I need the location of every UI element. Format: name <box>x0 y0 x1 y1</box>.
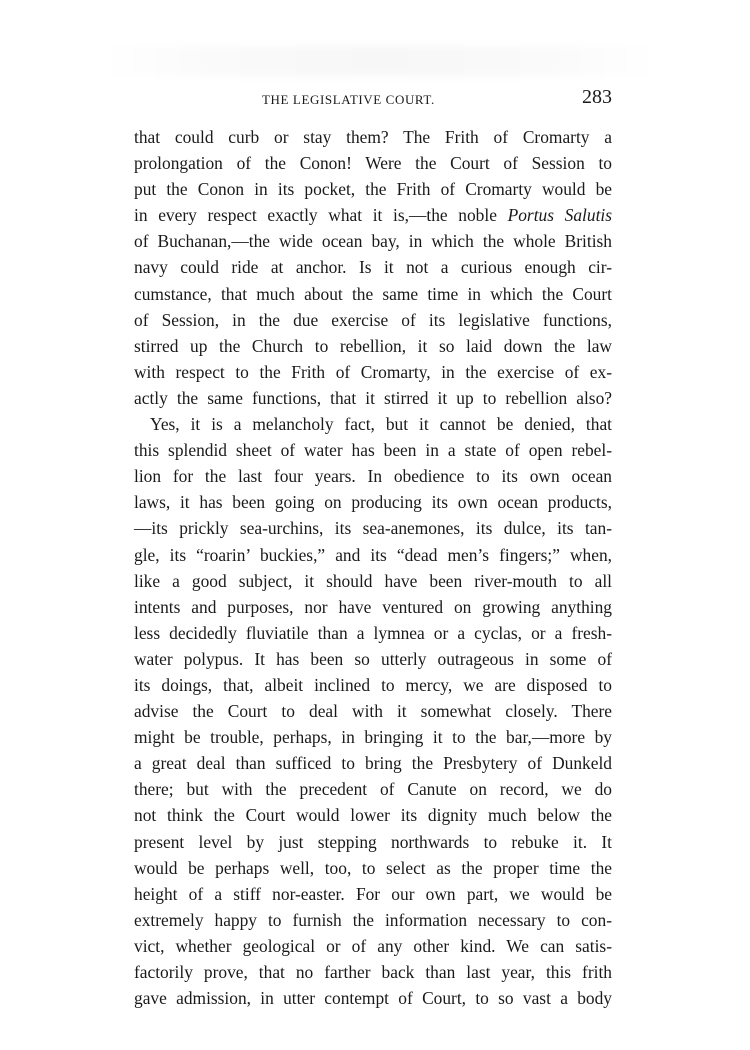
page-number: 283 <box>582 86 612 108</box>
text-line: cumstance, that much about the same time in which the Court <box>134 283 612 304</box>
text-line: laws, it has been going on producing its own ocean products, <box>134 492 612 513</box>
text-line: might be trouble, perhaps, in bringing it to the bar,—more by <box>134 727 612 748</box>
text-line: water polypus. It has been so utterly outrageous in some of <box>134 648 612 669</box>
text-line: vict, whether geological or of any other kind. We can satis- <box>134 935 612 956</box>
text-line: —its prickly sea-urchins, its sea-anemones, its dulce, its tan- <box>134 518 612 539</box>
text-line: present level by just stepping northwards to rebuke it. It <box>134 831 612 852</box>
text-line: its doings, that, albeit inclined to mercy, we are disposed to <box>134 674 612 695</box>
text-line: factorily prove, that no farther back than last year, this frith <box>134 962 612 982</box>
text-line: a great deal than sufficed to bring the Presbytery of Dunkeld <box>134 753 612 774</box>
running-title: THE LEGISLATIVE COURT. <box>262 92 435 107</box>
text-line: would be perhaps well, too, to select as the proper time the <box>134 857 612 878</box>
body-text <box>134 124 612 1011</box>
text-line: there; but with the precedent of Canute on record, we do <box>134 779 612 800</box>
text-line: extremely happy to furnish the information necessary to con- <box>134 909 612 930</box>
text-line: this splendid sheet of water has been in a state of open rebel- <box>134 440 612 461</box>
text-line: of Buchanan,—the wide ocean bay, in which the whole British <box>134 231 612 252</box>
text-line: actly the same functions, that it stirred it up to rebellion also? <box>134 387 612 408</box>
text-line: like a good subject, it should have been river-mouth to all <box>134 570 612 591</box>
text-line: gave admission, in utter contempt of Court, to so vast a body <box>134 988 612 1009</box>
text-line: that could curb or stay them? The Frith of Cromarty a <box>134 127 612 147</box>
text-segment: in every respect exactly what it is,—the noble <box>134 205 508 226</box>
text-line: less decidedly fluviatile than a lymnea or a cyclas, or a fresh- <box>134 622 612 643</box>
text-line: put the Conon in its pocket, the Frith of Cromarty would be <box>134 179 612 200</box>
bleed-through-shadow <box>100 46 660 76</box>
text-line: Yes, it is a melancholy fact, but it cannot be denied, that <box>150 414 612 435</box>
text-line: lion for the last four years. In obedience to its own ocean <box>134 466 612 487</box>
text-line: height of a stiff nor-easter. For our own part, we would be <box>134 883 612 904</box>
text-line: advise the Court to deal with it somewhat closely. There <box>134 701 612 722</box>
text-line: not think the Court would lower its dignity much below the <box>134 805 612 826</box>
text-line: with respect to the Frith of Cromarty, in the exercise of ex- <box>134 361 612 382</box>
text-line: intents and purposes, nor have ventured on growing anything <box>134 596 612 617</box>
text-line: navy could ride at anchor. Is it not a curious enough cir- <box>134 257 612 278</box>
text-line <box>134 202 612 228</box>
italic-text: Portus Salutis <box>507 205 613 226</box>
running-head <box>132 86 612 114</box>
text-line: prolongation of the Conon! Were the Court of Session to <box>134 153 612 174</box>
text-line: stirred up the Church to rebellion, it so laid down the law <box>134 335 612 356</box>
text-line: gle, its “roarin’ buckies,” and its “dead men’s fingers;” when, <box>134 544 612 565</box>
text-line: of Session, in the due exercise of its legislative functions, <box>134 309 612 330</box>
